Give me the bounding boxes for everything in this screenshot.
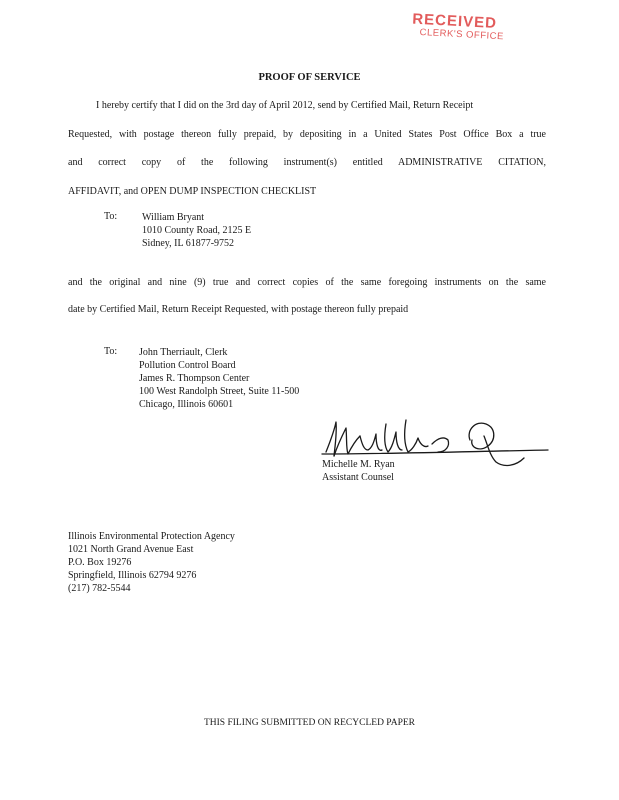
- paragraph-2-line-1: and the original and nine (9) true and correct copies of the same foregoing instruments on the same: [68, 277, 546, 288]
- address-line: John Therriault, Clerk: [139, 347, 228, 358]
- signer-title: Assistant Counsel: [322, 472, 394, 483]
- paragraph-1-line-1: I hereby certify that I did on the 3rd day of April 2012, send by Certified Mail, Return Receipt: [96, 100, 474, 111]
- address-line: James R. Thompson Center: [139, 373, 250, 384]
- stamp-line-2: CLERK'S OFFICE: [419, 26, 505, 43]
- paragraph-1-line-4: AFFIDAVIT, and OPEN DUMP INSPECTION CHECKLIST: [68, 186, 317, 197]
- received-stamp: [411, 12, 505, 42]
- agency-line: P.O. Box 19276: [68, 557, 132, 568]
- recipient-2-address: [139, 346, 299, 411]
- address-line: Pollution Control Board: [139, 360, 236, 371]
- paragraph-1-line-3: and correct copy of the following instrument(s) entitled ADMINISTRATIVE CITATION,: [68, 157, 546, 168]
- signature-block: [322, 458, 395, 484]
- address-line: William Bryant: [142, 212, 205, 223]
- stamp-line-1: RECEIVED: [411, 10, 498, 33]
- paragraph-2-line-2: date by Certified Mail, Return Receipt Requested, with postage thereon fully prepaid: [68, 304, 409, 315]
- agency-line: (217) 782-5544: [68, 583, 131, 594]
- address-line: 100 West Randolph Street, Suite 11-500: [139, 386, 300, 397]
- recipient-1-to-label: To:: [104, 211, 118, 222]
- address-line: Sidney, IL 61877-9752: [142, 238, 235, 249]
- page-title: PROOF OF SERVICE: [258, 72, 361, 83]
- address-line: Chicago, Illinois 60601: [139, 399, 234, 410]
- recipient-1-address: [142, 211, 251, 250]
- signer-name: Michelle M. Ryan: [322, 459, 395, 470]
- agency-line: 1021 North Grand Avenue East: [68, 544, 194, 555]
- address-line: 1010 County Road, 2125 E: [142, 225, 252, 236]
- recipient-2-to-label: To:: [104, 346, 118, 357]
- footer-note: THIS FILING SUBMITTED ON RECYCLED PAPER: [203, 718, 416, 728]
- agency-line: Illinois Environmental Protection Agency: [68, 531, 235, 542]
- agency-address: [68, 530, 235, 595]
- agency-line: Springfield, Illinois 62794 9276: [68, 570, 197, 581]
- paragraph-1-line-2: Requested, with postage thereon fully prepaid, by depositing in a United States Post Office Box a true: [68, 129, 546, 140]
